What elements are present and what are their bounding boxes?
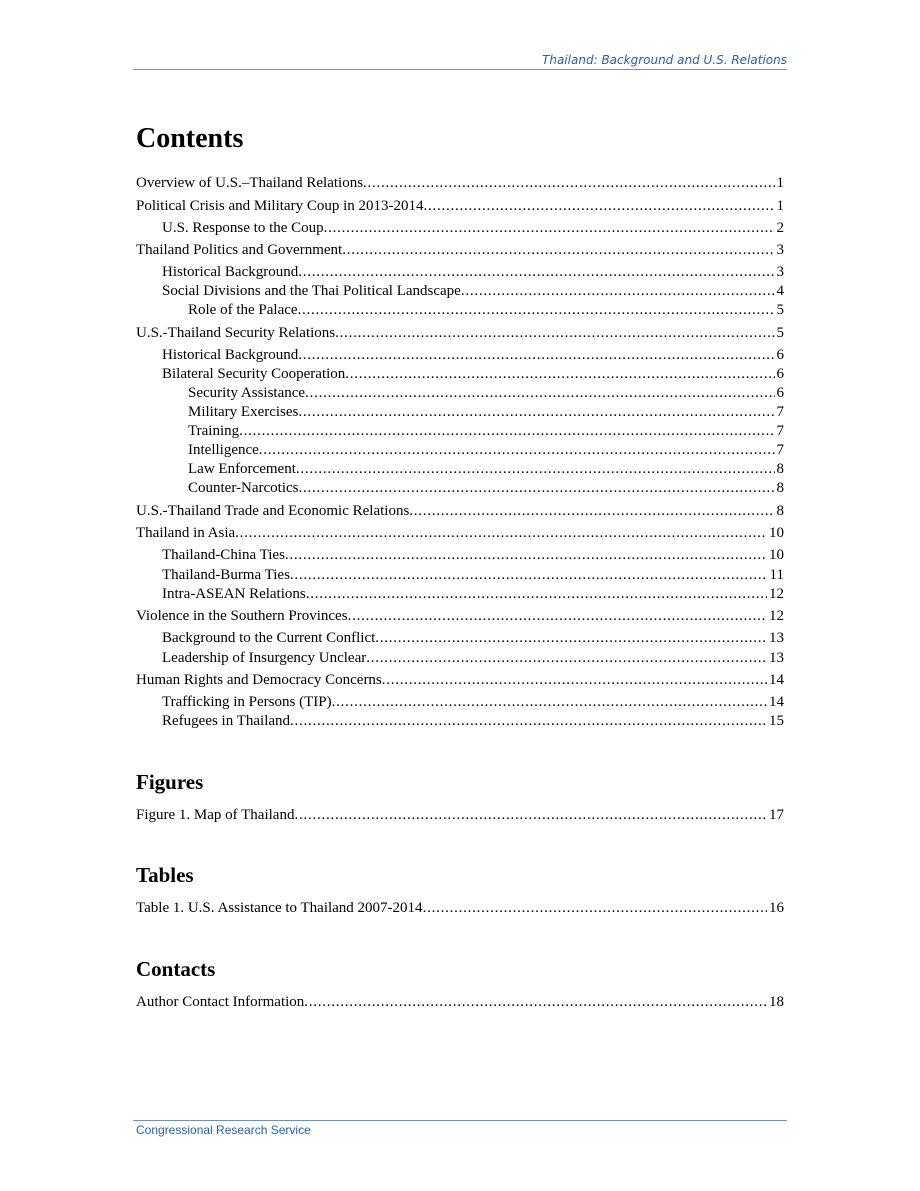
toc-entry-page: 6 — [776, 347, 784, 363]
toc-entry[interactable] — [162, 546, 784, 565]
toc-entry-title: Training — [188, 423, 240, 439]
toc-entry[interactable] — [136, 174, 784, 193]
toc-entry-title: Violence in the Southern Provinces — [136, 608, 348, 624]
dot-leader — [290, 712, 767, 731]
dot-leader — [296, 460, 775, 479]
toc-entry-page: 1 — [776, 198, 784, 214]
dot-leader — [461, 282, 775, 301]
toc-entry[interactable] — [136, 607, 784, 626]
toc-entry-page: 7 — [776, 442, 784, 458]
table-entry-title: Table 1. U.S. Assistance to Thailand 2007-2014 — [136, 900, 423, 916]
toc-entry-title: Role of the Palace — [188, 302, 298, 318]
figure-entry-page: 17 — [769, 807, 784, 823]
toc-entry-page: 11 — [769, 567, 784, 583]
toc-entry-page: 10 — [769, 547, 784, 563]
dot-leader — [259, 441, 775, 460]
dot-leader — [342, 241, 774, 260]
toc-entry-title: Law Enforcement — [188, 461, 296, 477]
toc-entry-page: 13 — [769, 650, 784, 666]
toc-entry[interactable] — [188, 301, 784, 320]
contact-entry-title: Author Contact Information — [136, 994, 305, 1010]
toc-entry-title: U.S.-Thailand Trade and Economic Relations — [136, 503, 410, 519]
toc-entry-title: Bilateral Security Cooperation — [162, 366, 346, 382]
toc-entry-title: U.S.-Thailand Security Relations — [136, 325, 336, 341]
toc-entry[interactable] — [136, 671, 784, 690]
dot-leader — [335, 324, 774, 343]
toc-entry[interactable] — [188, 422, 784, 441]
toc-entry[interactable] — [188, 403, 784, 422]
toc-entry-page: 7 — [776, 423, 784, 439]
toc-entry-title: Military Exercises — [188, 404, 299, 420]
toc-entry-page: 3 — [776, 264, 784, 280]
toc-entry[interactable] — [162, 566, 784, 585]
toc-entry-page: 3 — [776, 242, 784, 258]
toc-entry-page: 6 — [776, 366, 784, 382]
toc-entry[interactable] — [188, 460, 784, 479]
dot-leader — [298, 403, 774, 422]
toc-entry-title: Overview of U.S.–Thailand Relations — [136, 175, 364, 191]
toc-entry-page: 14 — [769, 672, 784, 688]
toc-entry[interactable] — [162, 282, 784, 301]
toc-entry-page: 2 — [776, 220, 784, 236]
toc-entry-page: 5 — [776, 302, 784, 318]
toc-entry-title: Historical Background — [162, 347, 299, 363]
dot-leader — [324, 219, 775, 238]
toc-entry[interactable] — [136, 241, 784, 260]
toc-entry-title: Thailand-China Ties — [162, 547, 285, 563]
toc-entry-title: U.S. Response to the Coup — [162, 220, 324, 236]
dot-leader — [305, 384, 774, 403]
dot-leader — [366, 649, 767, 668]
toc-entry[interactable] — [162, 346, 784, 365]
toc-entry[interactable] — [162, 219, 784, 238]
toc-entry[interactable] — [136, 502, 784, 521]
table-list-entry[interactable] — [136, 899, 784, 918]
toc-entry-title: Political Crisis and Military Coup in 2013-2014 — [136, 198, 424, 214]
toc-entry-title: Thailand-Burma Ties — [162, 567, 290, 583]
toc-entry-page: 8 — [776, 480, 784, 496]
footer-rule — [133, 1120, 787, 1121]
contacts-heading: Contacts — [136, 957, 216, 981]
dot-leader — [306, 585, 767, 604]
toc-entry[interactable] — [162, 629, 784, 648]
toc-entry-page: 7 — [776, 404, 784, 420]
toc-entry-title: Intelligence — [188, 442, 259, 458]
dot-leader — [299, 479, 775, 498]
toc-entry-page: 13 — [769, 630, 784, 646]
toc-entry-title: Leadership of Insurgency Unclear — [162, 650, 367, 666]
dot-leader — [235, 524, 767, 543]
figure-entry-title: Figure 1. Map of Thailand — [136, 807, 295, 823]
dot-leader — [424, 197, 775, 216]
dot-leader — [363, 174, 774, 193]
dot-leader — [345, 365, 774, 384]
toc-entry-page: 6 — [776, 385, 784, 401]
toc-entry[interactable] — [188, 441, 784, 460]
toc-entry[interactable] — [162, 585, 784, 604]
toc-entry-title: Security Assistance — [188, 385, 306, 401]
toc-entry-page: 4 — [776, 283, 784, 299]
toc-entry-page: 10 — [769, 525, 784, 541]
figures-heading: Figures — [136, 770, 204, 794]
toc-entry-page: 1 — [776, 175, 784, 191]
toc-entry-title: Human Rights and Democracy Concerns — [136, 672, 382, 688]
toc-entry[interactable] — [162, 712, 784, 731]
dot-leader — [298, 263, 774, 282]
figure-list-entry[interactable] — [136, 806, 784, 825]
toc-entry[interactable] — [162, 263, 784, 282]
toc-entry-title: Thailand in Asia — [136, 525, 236, 541]
toc-entry-page: 8 — [776, 461, 784, 477]
dot-leader — [423, 899, 767, 918]
toc-entry-title: Thailand Politics and Government — [136, 242, 343, 258]
dot-leader — [348, 607, 767, 626]
dot-leader — [382, 671, 767, 690]
dot-leader — [294, 806, 767, 825]
dot-leader — [298, 346, 774, 365]
toc-entry-title: Social Divisions and the Thai Political Landscape — [162, 283, 461, 299]
contents-heading: Contents — [136, 123, 244, 154]
toc-entry-page: 8 — [776, 503, 784, 519]
toc-entry-page: 12 — [769, 608, 784, 624]
dot-leader — [304, 993, 767, 1012]
toc-entry[interactable] — [188, 479, 784, 498]
toc-entry[interactable] — [162, 649, 784, 668]
contact-entry-page: 18 — [769, 994, 784, 1010]
running-header: Thailand: Background and U.S. Relations — [542, 53, 787, 67]
dot-leader — [290, 566, 768, 585]
toc-entry[interactable] — [136, 197, 784, 216]
toc-entry-title: Refugees in Thailand — [162, 713, 291, 729]
toc-entry[interactable] — [136, 524, 784, 543]
toc-entry-title: Historical Background — [162, 264, 299, 280]
toc-entry-page: 15 — [769, 713, 784, 729]
toc-entry[interactable] — [162, 693, 784, 712]
dot-leader — [298, 301, 775, 320]
toc-entry-title: Background to the Current Conflict — [162, 630, 376, 646]
dot-leader — [239, 422, 774, 441]
dot-leader — [332, 693, 767, 712]
toc-entry-page: 14 — [769, 694, 784, 710]
toc-entry-title: Intra-ASEAN Relations — [162, 586, 306, 602]
toc-entry[interactable] — [188, 384, 784, 403]
dot-leader — [409, 502, 774, 521]
toc-entry-title: Trafficking in Persons (TIP) — [162, 694, 332, 710]
dot-leader — [375, 629, 767, 648]
tables-heading: Tables — [136, 863, 194, 887]
dot-leader — [285, 546, 767, 565]
toc-entry-title: Counter-Narcotics — [188, 480, 299, 496]
toc-entry[interactable] — [162, 365, 784, 384]
footer-publisher: Congressional Research Service — [136, 1123, 311, 1137]
table-entry-page: 16 — [769, 900, 784, 916]
toc-entry-page: 12 — [769, 586, 784, 602]
contact-list-entry[interactable] — [136, 993, 784, 1012]
toc-entry[interactable] — [136, 324, 784, 343]
toc-entry-page: 5 — [776, 325, 784, 341]
